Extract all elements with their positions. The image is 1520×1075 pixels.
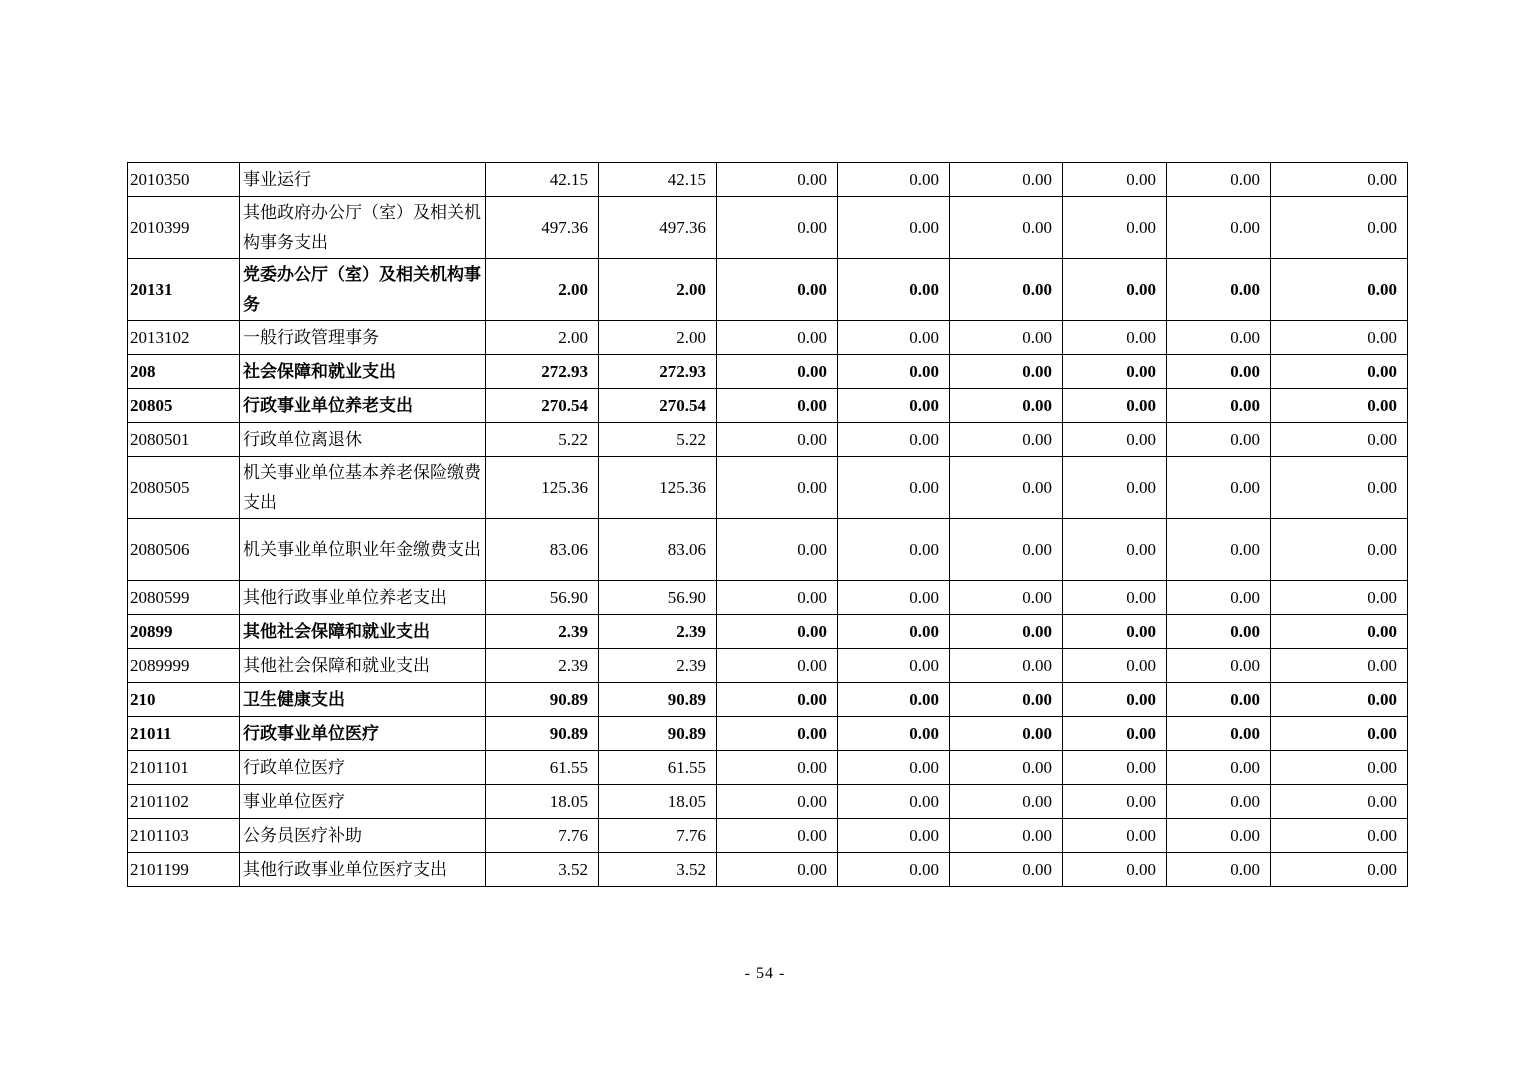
- amount-cell: 0.00: [1271, 355, 1408, 389]
- amount-cell: 0.00: [1063, 649, 1167, 683]
- amount-cell: 0.00: [1167, 321, 1271, 355]
- amount-cell: 0.00: [1063, 163, 1167, 197]
- amount-cell: 0.00: [950, 785, 1063, 819]
- amount-cell: 0.00: [717, 321, 838, 355]
- amount-cell: 0.00: [1167, 389, 1271, 423]
- amount-cell: 0.00: [1271, 423, 1408, 457]
- amount-cell: 0.00: [1063, 355, 1167, 389]
- subject-name-cell: 行政单位医疗: [240, 751, 486, 785]
- amount-cell: 0.00: [1063, 717, 1167, 751]
- amount-cell: 5.22: [486, 423, 599, 457]
- subject-code-cell: 2080501: [128, 423, 240, 457]
- subject-name-cell: 一般行政管理事务: [240, 321, 486, 355]
- amount-cell: 0.00: [838, 683, 950, 717]
- table-row: [128, 321, 1408, 355]
- amount-cell: 0.00: [838, 163, 950, 197]
- amount-cell: 0.00: [950, 819, 1063, 853]
- table-row: [128, 853, 1408, 887]
- amount-cell: 0.00: [838, 423, 950, 457]
- amount-cell: 0.00: [717, 519, 838, 581]
- table-row: [128, 423, 1408, 457]
- amount-cell: 270.54: [599, 389, 717, 423]
- amount-cell: 0.00: [1271, 819, 1408, 853]
- amount-cell: 5.22: [599, 423, 717, 457]
- subject-name-cell: 行政单位离退休: [240, 423, 486, 457]
- amount-cell: 125.36: [599, 457, 717, 519]
- amount-cell: 0.00: [1063, 683, 1167, 717]
- amount-cell: 0.00: [1167, 355, 1271, 389]
- amount-cell: 497.36: [599, 197, 717, 259]
- amount-cell: 0.00: [1167, 197, 1271, 259]
- subject-code-cell: 20131: [128, 259, 240, 321]
- amount-cell: 42.15: [599, 163, 717, 197]
- subject-name-cell: 其他社会保障和就业支出: [240, 615, 486, 649]
- amount-cell: 0.00: [838, 785, 950, 819]
- amount-cell: 0.00: [1063, 197, 1167, 259]
- amount-cell: 0.00: [1167, 819, 1271, 853]
- table-row: [128, 683, 1408, 717]
- amount-cell: 272.93: [486, 355, 599, 389]
- amount-cell: 0.00: [838, 321, 950, 355]
- amount-cell: 0.00: [950, 197, 1063, 259]
- subject-name-cell: 其他行政事业单位养老支出: [240, 581, 486, 615]
- amount-cell: 0.00: [950, 259, 1063, 321]
- subject-code-cell: 2010399: [128, 197, 240, 259]
- amount-cell: 0.00: [1271, 259, 1408, 321]
- amount-cell: 0.00: [950, 163, 1063, 197]
- amount-cell: 0.00: [950, 321, 1063, 355]
- subject-code-cell: 2080506: [128, 519, 240, 581]
- amount-cell: 0.00: [950, 717, 1063, 751]
- amount-cell: 0.00: [717, 751, 838, 785]
- subject-code-cell: 208: [128, 355, 240, 389]
- amount-cell: 0.00: [1063, 519, 1167, 581]
- amount-cell: 2.00: [486, 321, 599, 355]
- amount-cell: 83.06: [486, 519, 599, 581]
- amount-cell: 0.00: [1063, 457, 1167, 519]
- subject-code-cell: 2010350: [128, 163, 240, 197]
- amount-cell: 42.15: [486, 163, 599, 197]
- subject-name-cell: 卫生健康支出: [240, 683, 486, 717]
- subject-name-cell: 行政事业单位医疗: [240, 717, 486, 751]
- amount-cell: 56.90: [599, 581, 717, 615]
- subject-code-cell: 2101102: [128, 785, 240, 819]
- amount-cell: 90.89: [486, 717, 599, 751]
- amount-cell: 2.00: [599, 259, 717, 321]
- amount-cell: 0.00: [717, 197, 838, 259]
- amount-cell: 0.00: [1063, 321, 1167, 355]
- amount-cell: 0.00: [1271, 457, 1408, 519]
- amount-cell: 0.00: [950, 683, 1063, 717]
- amount-cell: 0.00: [838, 355, 950, 389]
- amount-cell: 0.00: [1271, 717, 1408, 751]
- amount-cell: 0.00: [1167, 163, 1271, 197]
- subject-name-cell: 机关事业单位职业年金缴费支出: [240, 519, 486, 581]
- amount-cell: 0.00: [838, 519, 950, 581]
- subject-code-cell: 20899: [128, 615, 240, 649]
- amount-cell: 0.00: [717, 717, 838, 751]
- table-row: [128, 519, 1408, 581]
- table-row: [128, 259, 1408, 321]
- amount-cell: 0.00: [1167, 717, 1271, 751]
- amount-cell: 0.00: [950, 853, 1063, 887]
- amount-cell: 0.00: [1271, 785, 1408, 819]
- table-row: [128, 717, 1408, 751]
- amount-cell: 2.00: [599, 321, 717, 355]
- amount-cell: 270.54: [486, 389, 599, 423]
- subject-name-cell: 党委办公厅（室）及相关机构事务: [240, 259, 486, 321]
- budget-table: [127, 162, 1408, 887]
- amount-cell: 0.00: [717, 819, 838, 853]
- amount-cell: 0.00: [1271, 853, 1408, 887]
- amount-cell: 0.00: [1063, 853, 1167, 887]
- amount-cell: 0.00: [838, 457, 950, 519]
- amount-cell: 0.00: [717, 853, 838, 887]
- amount-cell: 0.00: [717, 581, 838, 615]
- amount-cell: 0.00: [1271, 751, 1408, 785]
- table-row: [128, 355, 1408, 389]
- amount-cell: 56.90: [486, 581, 599, 615]
- subject-name-cell: 事业运行: [240, 163, 486, 197]
- amount-cell: 3.52: [599, 853, 717, 887]
- subject-name-cell: 机关事业单位基本养老保险缴费支出: [240, 457, 486, 519]
- subject-code-cell: 2089999: [128, 649, 240, 683]
- amount-cell: 0.00: [950, 615, 1063, 649]
- amount-cell: 0.00: [950, 649, 1063, 683]
- subject-code-cell: 2101103: [128, 819, 240, 853]
- amount-cell: 0.00: [950, 581, 1063, 615]
- amount-cell: 0.00: [1271, 163, 1408, 197]
- subject-code-cell: 210: [128, 683, 240, 717]
- amount-cell: 0.00: [1271, 615, 1408, 649]
- table-row: [128, 785, 1408, 819]
- amount-cell: 0.00: [838, 853, 950, 887]
- table-row: [128, 751, 1408, 785]
- amount-cell: 272.93: [599, 355, 717, 389]
- amount-cell: 0.00: [1063, 751, 1167, 785]
- amount-cell: 0.00: [717, 615, 838, 649]
- amount-cell: 0.00: [717, 785, 838, 819]
- amount-cell: 0.00: [838, 259, 950, 321]
- subject-name-cell: 其他行政事业单位医疗支出: [240, 853, 486, 887]
- amount-cell: 0.00: [1271, 649, 1408, 683]
- subject-code-cell: 21011: [128, 717, 240, 751]
- amount-cell: 18.05: [599, 785, 717, 819]
- amount-cell: 0.00: [1167, 259, 1271, 321]
- amount-cell: 90.89: [599, 717, 717, 751]
- subject-code-cell: 2101101: [128, 751, 240, 785]
- amount-cell: 0.00: [1167, 581, 1271, 615]
- amount-cell: 0.00: [838, 581, 950, 615]
- amount-cell: 2.39: [486, 649, 599, 683]
- amount-cell: 83.06: [599, 519, 717, 581]
- table-row: [128, 457, 1408, 519]
- amount-cell: 0.00: [950, 389, 1063, 423]
- amount-cell: 2.39: [486, 615, 599, 649]
- amount-cell: 61.55: [599, 751, 717, 785]
- amount-cell: 0.00: [1063, 581, 1167, 615]
- amount-cell: 2.39: [599, 649, 717, 683]
- amount-cell: 0.00: [1063, 423, 1167, 457]
- subject-code-cell: 2101199: [128, 853, 240, 887]
- table-row: [128, 819, 1408, 853]
- subject-name-cell: 事业单位医疗: [240, 785, 486, 819]
- amount-cell: 0.00: [1063, 389, 1167, 423]
- subject-code-cell: 2013102: [128, 321, 240, 355]
- amount-cell: 0.00: [1271, 389, 1408, 423]
- amount-cell: 0.00: [838, 717, 950, 751]
- amount-cell: 18.05: [486, 785, 599, 819]
- amount-cell: 0.00: [1167, 785, 1271, 819]
- table-row: [128, 581, 1408, 615]
- amount-cell: 0.00: [1063, 615, 1167, 649]
- amount-cell: 2.39: [599, 615, 717, 649]
- amount-cell: 0.00: [717, 389, 838, 423]
- amount-cell: 0.00: [717, 423, 838, 457]
- amount-cell: 0.00: [950, 751, 1063, 785]
- amount-cell: 0.00: [950, 457, 1063, 519]
- amount-cell: 0.00: [717, 457, 838, 519]
- amount-cell: 0.00: [717, 163, 838, 197]
- amount-cell: 0.00: [717, 683, 838, 717]
- amount-cell: 0.00: [1167, 615, 1271, 649]
- amount-cell: 0.00: [717, 355, 838, 389]
- amount-cell: 90.89: [599, 683, 717, 717]
- amount-cell: 0.00: [950, 423, 1063, 457]
- subject-name-cell: 其他政府办公厅（室）及相关机构事务支出: [240, 197, 486, 259]
- amount-cell: 0.00: [838, 389, 950, 423]
- page-number: - 54 -: [744, 965, 786, 982]
- amount-cell: 0.00: [838, 751, 950, 785]
- amount-cell: 0.00: [838, 615, 950, 649]
- amount-cell: 0.00: [838, 197, 950, 259]
- amount-cell: 7.76: [486, 819, 599, 853]
- amount-cell: 0.00: [717, 649, 838, 683]
- amount-cell: 0.00: [838, 649, 950, 683]
- amount-cell: 0.00: [1271, 519, 1408, 581]
- table-row: [128, 163, 1408, 197]
- table-row: [128, 615, 1408, 649]
- amount-cell: 7.76: [599, 819, 717, 853]
- amount-cell: 0.00: [950, 519, 1063, 581]
- subject-name-cell: 公务员医疗补助: [240, 819, 486, 853]
- subject-name-cell: 行政事业单位养老支出: [240, 389, 486, 423]
- amount-cell: 0.00: [1271, 321, 1408, 355]
- table-row: [128, 197, 1408, 259]
- amount-cell: 0.00: [1063, 785, 1167, 819]
- amount-cell: 497.36: [486, 197, 599, 259]
- table-row: [128, 389, 1408, 423]
- amount-cell: 0.00: [1063, 259, 1167, 321]
- subject-code-cell: 2080505: [128, 457, 240, 519]
- amount-cell: 0.00: [717, 259, 838, 321]
- amount-cell: 0.00: [1167, 519, 1271, 581]
- amount-cell: 0.00: [950, 355, 1063, 389]
- amount-cell: 0.00: [1167, 457, 1271, 519]
- amount-cell: 0.00: [1271, 581, 1408, 615]
- subject-name-cell: 社会保障和就业支出: [240, 355, 486, 389]
- amount-cell: 0.00: [1167, 683, 1271, 717]
- amount-cell: 0.00: [1167, 751, 1271, 785]
- table-body: [128, 163, 1408, 887]
- amount-cell: 0.00: [1167, 649, 1271, 683]
- amount-cell: 61.55: [486, 751, 599, 785]
- amount-cell: 125.36: [486, 457, 599, 519]
- amount-cell: 3.52: [486, 853, 599, 887]
- amount-cell: 2.00: [486, 259, 599, 321]
- amount-cell: 0.00: [1063, 819, 1167, 853]
- amount-cell: 0.00: [838, 819, 950, 853]
- subject-code-cell: 2080599: [128, 581, 240, 615]
- amount-cell: 0.00: [1271, 197, 1408, 259]
- amount-cell: 90.89: [486, 683, 599, 717]
- subject-name-cell: 其他社会保障和就业支出: [240, 649, 486, 683]
- amount-cell: 0.00: [1271, 683, 1408, 717]
- table-row: [128, 649, 1408, 683]
- subject-code-cell: 20805: [128, 389, 240, 423]
- amount-cell: 0.00: [1167, 423, 1271, 457]
- amount-cell: 0.00: [1167, 853, 1271, 887]
